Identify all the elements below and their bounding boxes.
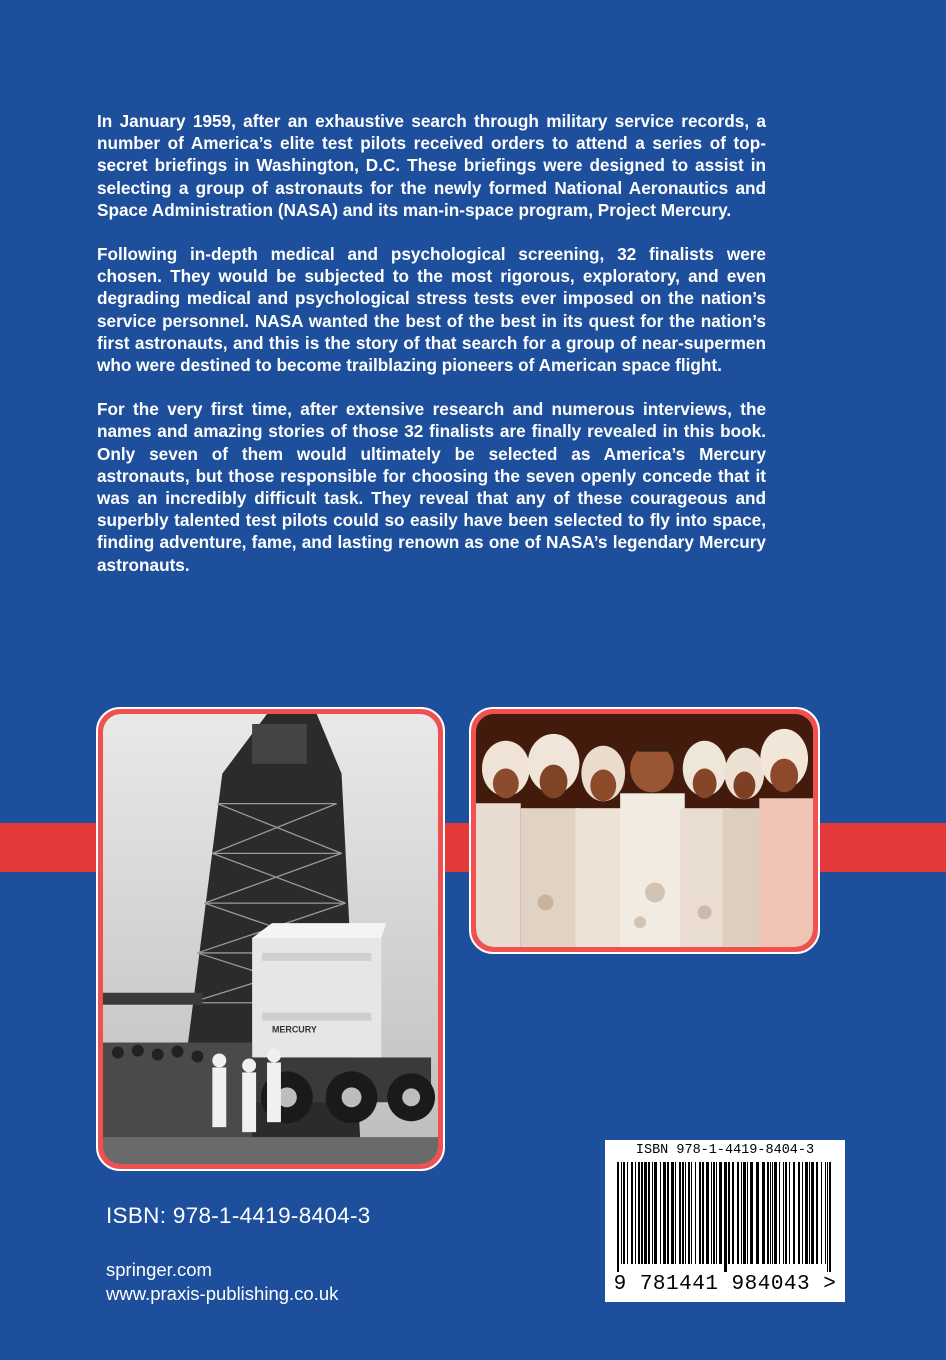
barcode-bar (621, 1162, 622, 1264)
barcode-bar (809, 1162, 810, 1264)
barcode-bar (747, 1162, 748, 1264)
trailer-label: MERCURY (271, 1024, 317, 1035)
barcode-bar (695, 1162, 696, 1264)
barcode-bar (737, 1162, 739, 1264)
barcode-bar (793, 1162, 795, 1264)
launch-tower-photo (96, 707, 445, 1171)
barcode-bar (741, 1162, 742, 1264)
barcode-bar (635, 1162, 636, 1264)
barcode-bar (770, 1162, 771, 1264)
barcode-bar (821, 1162, 822, 1264)
isbn-label: ISBN: 978-1-4419-8404-3 (106, 1203, 371, 1228)
barcode-bar (627, 1162, 628, 1264)
barcode-bar (805, 1162, 808, 1264)
barcode-bar (671, 1162, 674, 1264)
barcode-bar (702, 1162, 704, 1264)
barcode-bar (685, 1162, 686, 1264)
barcode-bar (756, 1162, 759, 1264)
barcode-bar (724, 1162, 727, 1272)
barcode-bar (716, 1162, 717, 1264)
barcode-bar (767, 1162, 769, 1264)
barcode-bar (623, 1162, 625, 1264)
blurb-paragraph-3: For the very first time, after extensive research and numerous interviews, the names and amazing stories of those 32 finalists are finally revealed in this book. Only seven of them would ultimately be selected as America’s Mercury astronauts, but those responsible for choosing the seven openly concede that it was an incredibly difficult task. They reveal that any of these courageous and superbly talented test pilots could so easily have been selected to fly into space, finding adventure, fame, and lasting renown as one of NASA’s legendary Mercury astronauts. (97, 399, 766, 575)
barcode-bar (719, 1162, 722, 1264)
barcode-bar (825, 1162, 826, 1264)
barcode-bar (699, 1162, 701, 1264)
barcode-bar (652, 1162, 653, 1264)
praxis-url: www.praxis-publishing.co.uk (106, 1283, 339, 1304)
barcode-bar (617, 1162, 619, 1272)
barcode-bar (732, 1162, 734, 1264)
barcode-bar (688, 1162, 690, 1264)
barcode-bar (667, 1162, 669, 1264)
barcode-bar (711, 1162, 712, 1264)
astronaut-candidates-photo (469, 707, 820, 954)
barcode-bar (660, 1162, 661, 1264)
barcode-isbn-text: ISBN 978-1-4419-8404-3 (635, 1143, 815, 1158)
back-cover-blurb (97, 110, 766, 598)
launch-tower-image (103, 714, 438, 1164)
barcode-bar (785, 1162, 787, 1264)
barcode-bar (691, 1162, 692, 1264)
barcode-bar (798, 1162, 800, 1264)
barcode-bar (706, 1162, 709, 1264)
barcode-bar (648, 1162, 650, 1264)
barcode-bar (663, 1162, 666, 1264)
barcode-bar (638, 1162, 640, 1264)
barcode-bar (783, 1162, 784, 1264)
barcode-bar (750, 1162, 753, 1264)
blurb-paragraph-1: In January 1959, after an exhaustive search through military service records, a number of America’s elite test pilots received orders to attend a series of top-secret briefings in Washington, D.C. These briefings were designed to assist in selecting a group of astronauts for the newly formed National Aeronautics and Space Administration (NASA) and its man-in-space program, Project Mercury. (97, 111, 766, 220)
barcode-bar (829, 1162, 831, 1272)
springer-url: springer.com (106, 1259, 212, 1280)
barcode-bar (816, 1162, 818, 1264)
barcode (605, 1140, 845, 1302)
barcode-bar (789, 1162, 790, 1264)
barcode-bar (827, 1162, 828, 1272)
barcode-bar (641, 1162, 643, 1264)
barcode-bar (779, 1162, 780, 1264)
desert-survival-image (476, 714, 813, 947)
barcode-bar (728, 1162, 730, 1264)
barcode-bar (682, 1162, 684, 1264)
barcode-bar (774, 1162, 777, 1264)
barcode-bar (675, 1162, 676, 1264)
barcode-bar (762, 1162, 765, 1264)
barcode-bar (743, 1162, 746, 1264)
blurb-paragraph-2: Following in-depth medical and psychological screening, 32 finalists were chosen. They would be subjected to the most rigorous, exploratory, and even degrading medical and psychological stress tests ever imposed on the nation’s service personnel. NASA wanted the best of the best in its quest for the nation’s first astronauts, and this is the story of that search for a group of near-supermen who were destined to become trailblazing pioneers of American space flight. (97, 244, 766, 376)
barcode-bars (617, 1162, 833, 1272)
barcode-bar (631, 1162, 633, 1264)
barcode-bar (802, 1162, 803, 1264)
barcode-bar (713, 1162, 715, 1264)
barcode-digits: 9 781441 984043 > (613, 1273, 837, 1296)
barcode-bar (644, 1162, 647, 1264)
barcode-bar (772, 1162, 773, 1264)
barcode-bar (679, 1162, 681, 1264)
barcode-bar (654, 1162, 657, 1264)
barcode-bar (811, 1162, 814, 1264)
